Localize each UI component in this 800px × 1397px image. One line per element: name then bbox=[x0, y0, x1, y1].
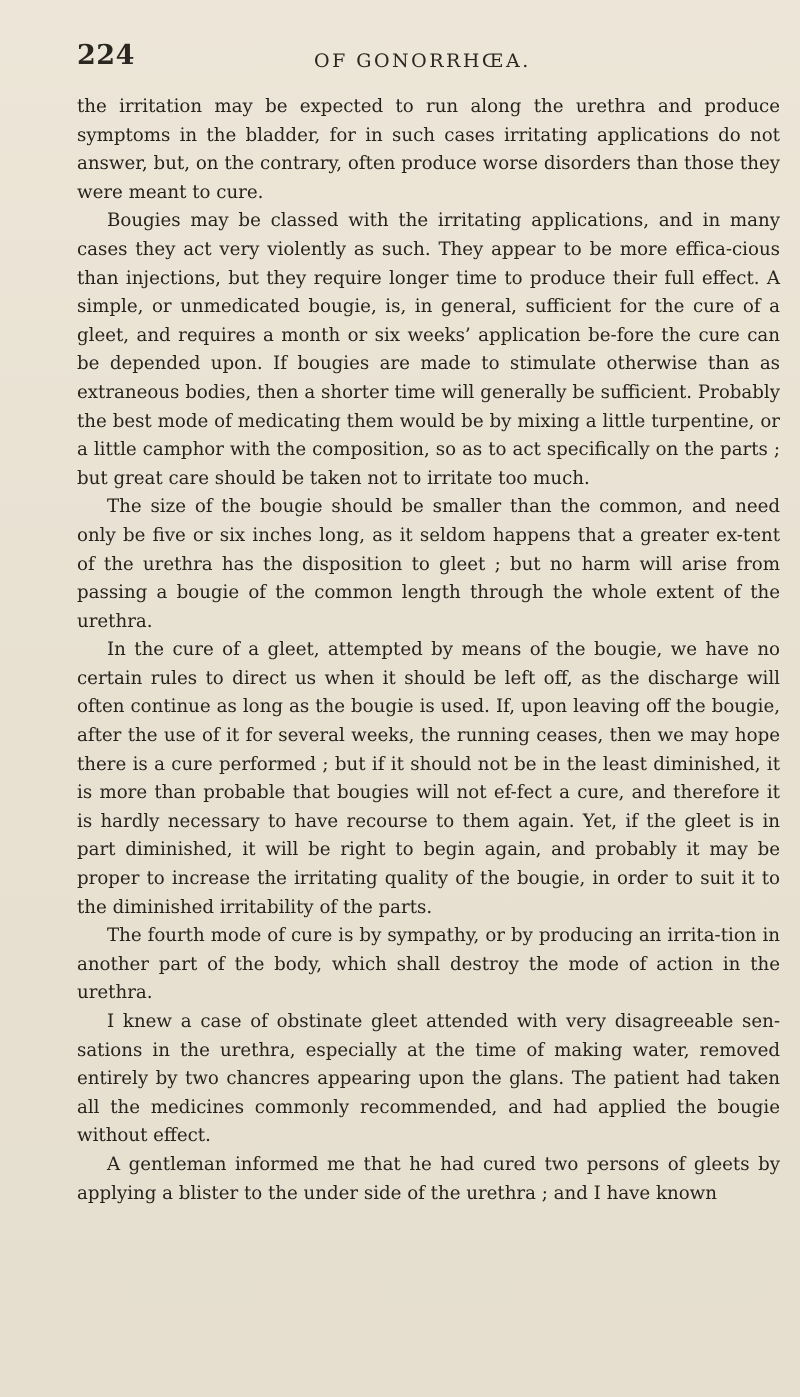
paragraph-bougie-size: The size of the bougie should be smaller than the common, and need only be five or six inches long, as it seldom happens that a greater ex-tent of the urethra has the disposition to gleet ; but no harm will arise from passing a bougie of the common length through the whole extent of the urethra. bbox=[77, 496, 780, 632]
page-header bbox=[77, 40, 777, 80]
paragraph-gentleman: A gentleman informed me that he had cured two persons of gleets by applying a blister to the under side of the urethra ; and I have known bbox=[77, 1153, 780, 1204]
running-title: OF GONORRHŒA. bbox=[314, 50, 531, 72]
paragraph-gleet-cure: In the cure of a gleet, attempted by means of the bougie, we have no certain rules to direct us when it should be left off, as the discharge will often continue as long as the bougie is used. If, upon leaving off the bougie, after the use of it for several weeks, the running ceases, then we may hope there is a cure performed ; but if it should not be in the least diminished, it is more than probable that bougies will not ef-fect a cure, and therefore it is hardly necessary to have recourse to them again. Yet, if the gleet is in part diminished, it will be right to begin again, and probably it may be proper to increase the irritating quality of the bougie, in order to suit it to the diminished irritability of the parts. bbox=[77, 639, 780, 918]
paragraph-obstinate-gleet: I knew a case of obstinate gleet attended with very disagreeable sen-sations in the urethra, especially at the time of making water, removed entirely by two chancres appearing upon the glans. The patient had taken all the medicines commonly recommended, and had applied the bougie without effect. bbox=[77, 1011, 780, 1147]
page-number: 224 bbox=[77, 40, 135, 71]
paragraph-bougies: Bougies may be classed with the irritating applications, and in many cases they act very violently as such. They appear to be more effica-cious than injections, but they require longer time to produce their full effect. A simple, or unmedicated bougie, is, in general, sufficient for the cure of a gleet, and requires a month or six weeks’ application be-fore the cure can be depended upon. If bougies are made to stimulate otherwise than as extraneous bodies, then a shorter time will generally be sufficient. Probably the best mode of medicating them would be by mixing a little turpentine, or a little camphor with the composition, so as to act specifically on the parts ; but great care should be taken not to irritate too much. bbox=[77, 210, 780, 489]
body-text bbox=[77, 93, 780, 1208]
paragraph-fourth-mode: The fourth mode of cure is by sympathy, or by producing an irrita-tion in another part of the body, which shall destroy the mode of action in the urethra. bbox=[77, 925, 780, 1004]
paragraph-continuation: the irritation may be expected to run along the urethra and produce symptoms in the bladder, for in such cases irritating applications do not answer, but, on the contrary, often produce worse disorders than those they were meant to cure. bbox=[77, 96, 780, 203]
